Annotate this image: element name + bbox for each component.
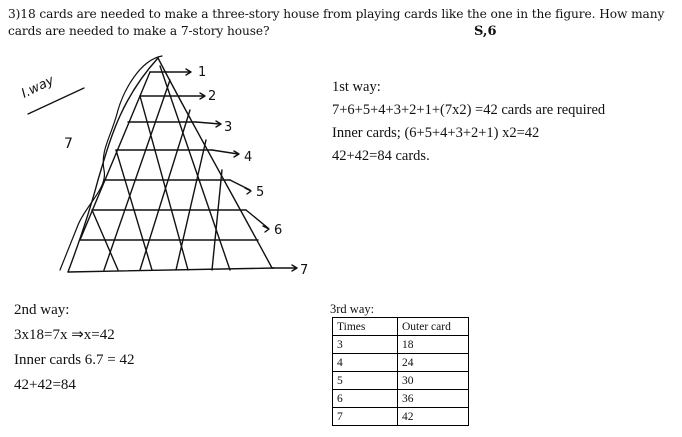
first-way-line-3: 42+42=84 cards. <box>332 148 430 164</box>
card-house-figure <box>0 40 330 290</box>
table-cell: 4 <box>333 354 398 372</box>
table-cell: 7 <box>333 408 398 426</box>
third-way-title: 3rd way: <box>330 302 375 316</box>
second-way-line-2: Inner cards 6.7 = 42 <box>14 352 135 368</box>
table-cell: 42 <box>398 408 469 426</box>
table-cell: 3 <box>333 336 398 354</box>
table-row <box>333 354 469 372</box>
table-cell: 24 <box>398 354 469 372</box>
handwritten-note: I.way <box>19 73 57 102</box>
second-way-line-3: 42+42=84 <box>14 377 76 393</box>
question-text: 3)18 cards are needed to make a three-story house from playing cards like the one in the figure. How many cards are needed to make a 7-story house? <box>8 7 665 38</box>
table-cell: 18 <box>398 336 469 354</box>
level-label-7: 7 <box>300 263 309 278</box>
level-label-2: 2 <box>208 89 217 104</box>
second-way-line-1: 3x18=7x ⇒x=42 <box>14 327 115 343</box>
level-label-4: 4 <box>244 150 253 165</box>
table-row <box>333 408 469 426</box>
level-label-6: 6 <box>274 223 283 238</box>
side-label: 7 <box>64 136 73 152</box>
second-way-title: 2nd way: <box>14 302 70 318</box>
third-way-table <box>332 317 469 426</box>
table-cell: 6 <box>333 390 398 408</box>
table-cell: 36 <box>398 390 469 408</box>
first-way-block <box>332 76 605 168</box>
table-row <box>333 336 469 354</box>
header-outer-card: Outer card <box>398 318 469 336</box>
table-row <box>333 390 469 408</box>
level-label-1: 1 <box>198 65 207 80</box>
header-times: Times <box>333 318 398 336</box>
first-way-line-2: Inner cards; (6+5+4+3+2+1) x2=42 <box>332 125 540 141</box>
table-row <box>333 372 469 390</box>
level-label-3: 3 <box>224 120 233 135</box>
table-cell: 30 <box>398 372 469 390</box>
first-way-line-1: 7+6+5+4+3+2+1+(7x2) =42 cards are required <box>332 102 606 118</box>
outer-wavy-line <box>60 56 162 270</box>
second-way-block <box>14 298 135 398</box>
first-way-title: 1st way: <box>332 79 381 95</box>
table-header-row <box>333 318 469 336</box>
level-label-5: 5 <box>256 185 265 200</box>
triangle-base <box>68 268 274 272</box>
table-cell: 5 <box>333 372 398 390</box>
source-label: S,6 <box>474 24 497 39</box>
